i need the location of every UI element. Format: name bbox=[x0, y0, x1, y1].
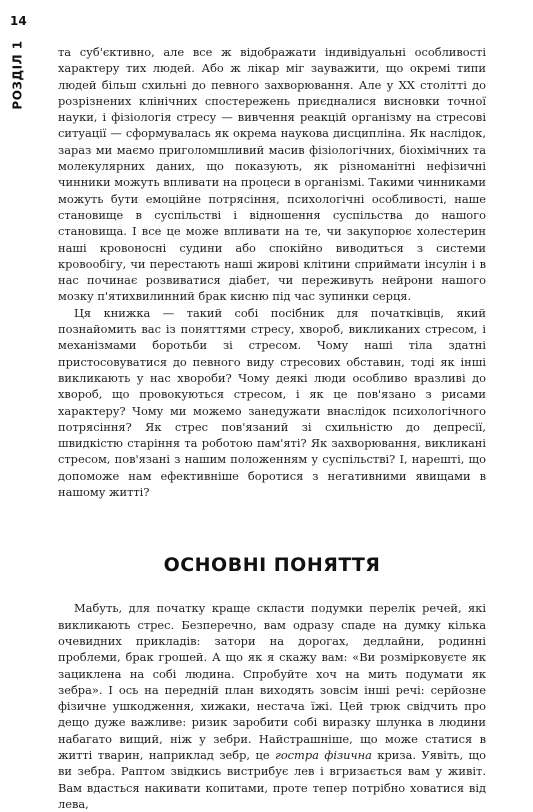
section-heading: ОСНОВНІ ПОНЯТТЯ bbox=[163, 554, 381, 577]
paragraph-1: та суб'єктивно, але все ж відображати індивідуальні особливості характеру тих людей. Або ж лікар міг зауважити, що окремі типи людей більш схильні до певного захворювання. Але у XX столітті до розрізнених клінічних спостережень приєдналися висновки точної науки, і фізіологія стресу — вивчення реакцій організму на стресові ситуації — сформувалась як окрема наукова дисципліна. Як наслідок, зараз ми маємо приголомшливий масив фізіологічних, біохімічних та молекулярних даних, що показують, як різноманітні нефізичні чинники можуть впливати на процеси в організмі. Такими чинниками можуть бути емоційне потрясіння, психологічні особливості, наше становище в суспільстві і відношення суспільства до нашого становища. І все це може впливати на те, чи закупорює холестерин наші кровоносні судини або спокійно виводиться з системи кровообігу, чи перестають наші жирові клітини сприймати інсулін і в нас починає розвиватися діабет, чи переживуть нейрони нашого мозку п'ятихвилинний брак кисню під час зупинки серця. bbox=[58, 45, 486, 304]
page-content bbox=[58, 44, 486, 812]
page-number: 14 bbox=[10, 14, 27, 28]
paragraph-3 bbox=[58, 600, 486, 812]
section-label-text: РОЗДІЛ 1 bbox=[11, 40, 26, 110]
paragraph-3-text-b: криза. Уявіть, що ви зебра. Раптом звідкись вистрибує лев і вгризається вам у живіт. Вам вдасться накивати копитами, проте тепер потрібно ховатися від лева, bbox=[58, 747, 486, 811]
paragraph-3-italic: гостра фізична bbox=[275, 747, 372, 762]
paragraph-3-text-a: Мабуть, для початку краще скласти подумки перелік речей, які викликають стрес. Безперечно, вам одразу спаде на думку кілька очевидних прикладів: затори на дорогах, дедлайни, родинні проблеми, брак грошей. А що як я скажу вам: «Ви розмірковуєте як зациклена на собі людина. Спробуйте хоч на мить подумати як зебра». І ось на передній план виходять зовсім інші речі: серйозне фізичне ушкодження, хижаки, нестача їжі. Цей трюк свідчить про дещо дуже важливе: ризик заробити собі виразку шлунка в людини набагато вищий, ніж у зебри. Найстрашніше, що може статися в житті тварин, наприклад зебр, це bbox=[58, 601, 486, 762]
section-label bbox=[6, 40, 30, 110]
paragraph-2: Ця книжка — такий собі посібник для початківців, який познайомить вас із поняттями стресу, хвороб, викликаних стресом, і механізмами боротьби зі стресом. Чому наші тіла здатні пристосовуватися до певного виду стресових обставин, тоді як інші викликають у нас хвороби? Чому деякі люди особливо вразливі до хвороб, що провокуються стресом, і як це пов'язано з рисами характеру? Чому ми можемо занедужати внаслідок психологічного потрясіння? Як стрес пов'язаний зі схильністю до депресії, швидкістю старіння та роботою пам'яті? Як захворювання, викликані стресом, пов'язані з нашим положенням у суспільстві? І, нарешті, що допоможе нам ефективніше боротися з негативними явищами в нашому житті? bbox=[58, 305, 486, 500]
